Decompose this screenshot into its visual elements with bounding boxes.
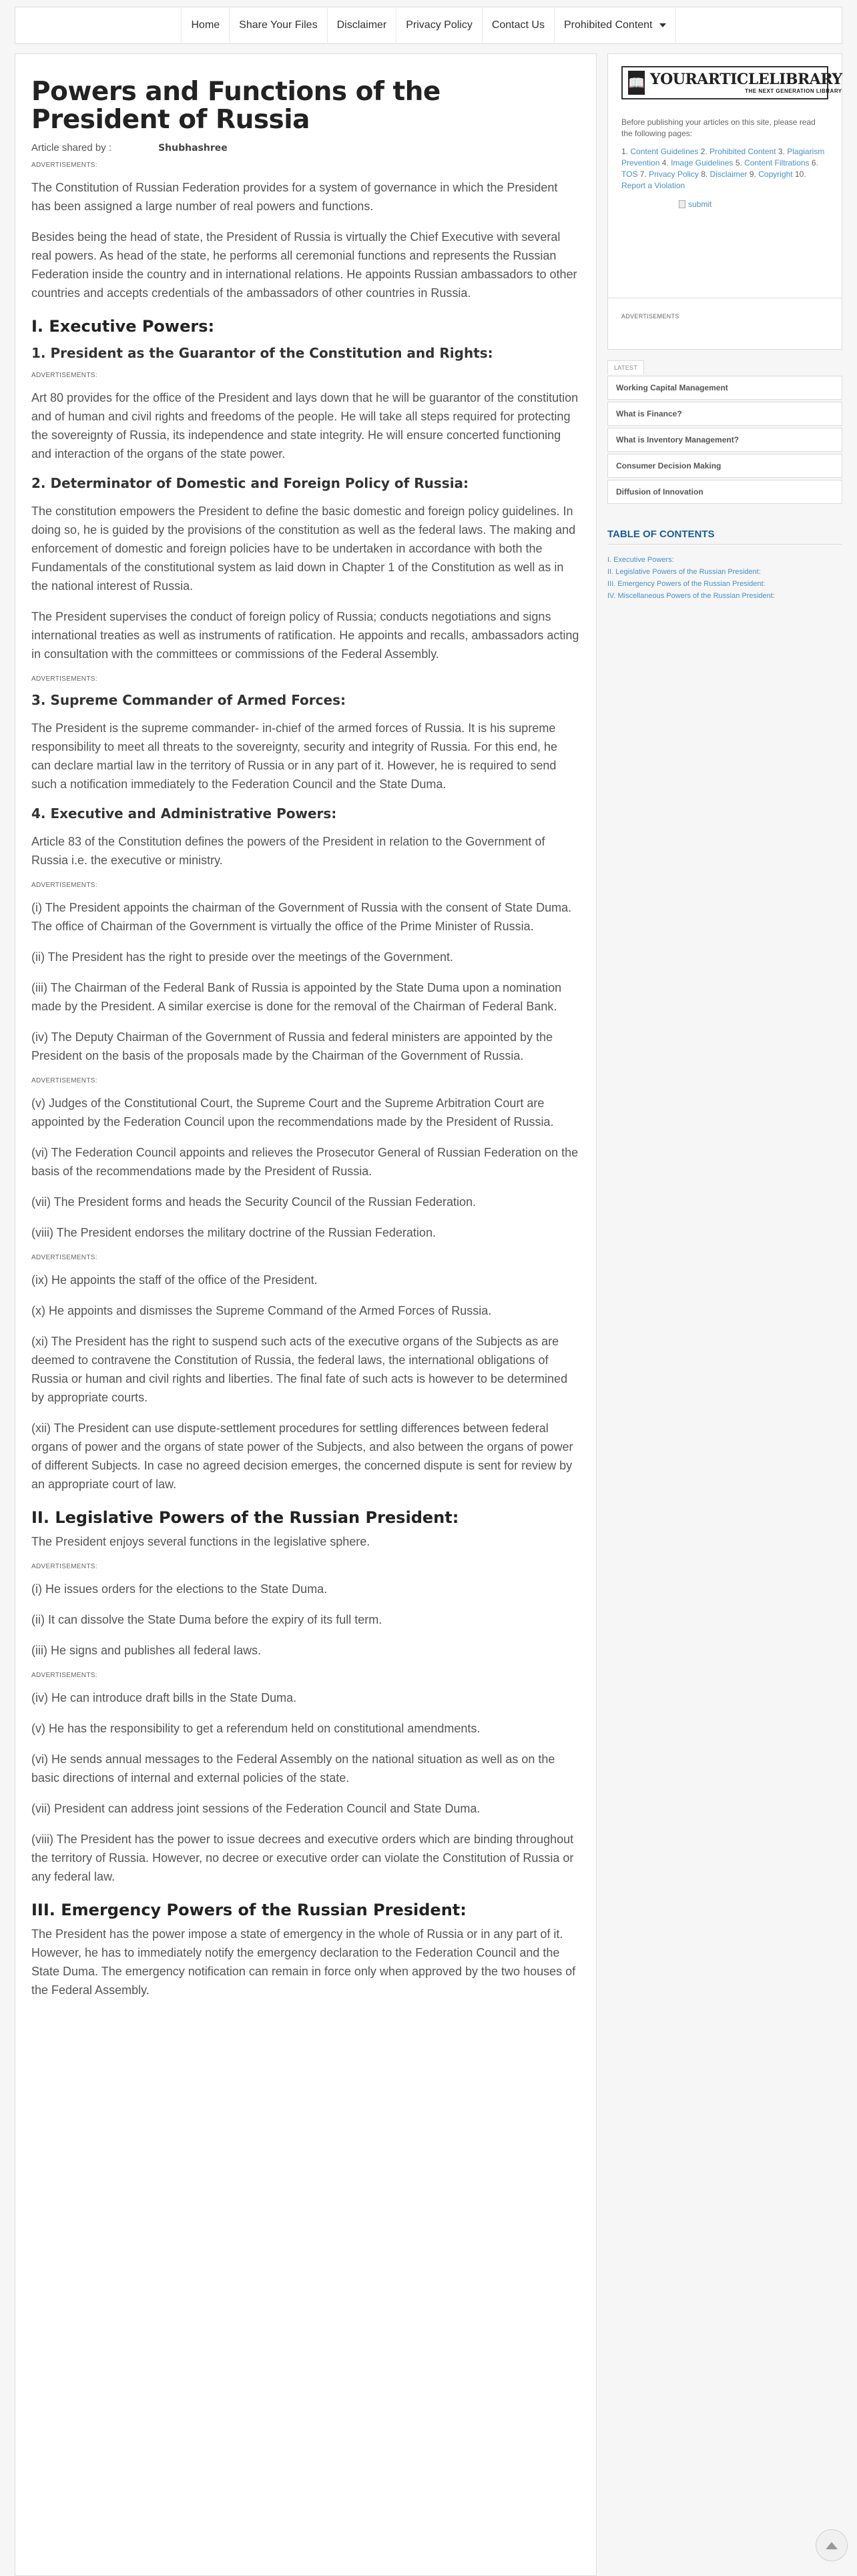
toc-link[interactable]: III. Emergency Powers of the Russian President: [607,580,766,588]
paragraph: (i) The President appoints the chairman of the Government of Russia with the consent of State Duma. The office of Chairman of the Government is virtually the office of the Prime Minister of Russia. [31,901,572,933]
paragraph: (i) He issues orders for the elections to the State Duma. [31,1582,328,1596]
executive-admin-list-a [31,898,580,1065]
paragraph: (ii) The President has the right to preside over the meetings of the Government. [31,950,453,964]
latest-post-link[interactable]: Consumer Decision Making [607,454,842,478]
guideline-number: 1. [621,147,629,156]
guideline-link-image-guidelines[interactable]: Image Guidelines [671,158,734,168]
paragraph: (ix) He appoints the staff of the office of the President. [31,1273,318,1287]
paragraph: (iii) He signs and publishes all federal laws. [31,1644,262,1657]
guideline-link-report-a-violation[interactable]: Report a Violation [621,181,685,190]
arrow-up-icon [826,2542,838,2549]
toc-link[interactable]: IV. Miscellaneous Powers of the Russian President: [607,592,775,600]
intro-paragraphs [31,178,580,302]
section-legislative-title: II. Legislative Powers of the Russian President: [31,1508,459,1527]
logo-subtitle: THE NEXT GENERATION LIBRARY [745,87,842,94]
guideline-number: 3. [778,147,785,156]
latest-post-link[interactable]: What is Inventory Management? [607,428,842,452]
logo-title: YOURARTICLELIBRARY [649,70,842,88]
publishing-intro: Before publishing your articles on this site, please read the following pages: [621,117,816,138]
policy-paragraphs [31,502,580,663]
paragraph: The President is the supreme commander- in-chief of the armed forces of Russia. It is his supreme responsibility to meet all threats to the sovereignty, security and integrity of Russia. For this end, he can declare martial law in the territory of Russia or in any part of it. However, he is required to send such a notification immediately to the Federation Council and the State Duma. [31,721,558,791]
paragraph: The constitution empowers the President to define the basic domestic and foreign policy guidelines. In doing so, he is guided by the provisions of the constitution as well as the federal laws. The making and enforcement of domestic and foreign policies have to be undertaken in accordance with both the Fundamentals of the constitutional system as laid down in Chapter 1 of the Constitution as well as in the national interest of Russia. [31,505,576,593]
paragraph: Art 80 provides for the office of the President and lays down that he will be guarantor of the constitution and of human and civil rights and freedoms of the people. He will take all steps required for protecting the sovereignty of Russia, its independence and state integrity. He will ensure concerted functioning and interaction of the organs of the state power. [31,391,579,460]
guideline-link-content-filtrations[interactable]: Content Filtrations [744,158,810,168]
guideline-number: 9. [749,170,756,179]
section-emergency-title: III. Emergency Powers of the Russian President: [31,1901,467,1919]
nav-link-contact-us[interactable]: Contact Us [482,7,554,44]
subsection-commander-title: 3. Supreme Commander of Armed Forces: [31,692,346,708]
executive-admin-list-c [31,1271,580,1494]
paragraph: (viii) The President endorses the military doctrine of the Russian Federation. [31,1226,436,1239]
latest-post-link[interactable]: Diffusion of Innovation [607,480,842,504]
top-navigation [15,7,842,44]
executive-admin-intro: Article 83 of the Constitution defines the powers of the President in relation to the Government of Russia i.e. the executive or ministry. [31,835,545,867]
paragraph: (v) Judges of the Constitutional Court, the Supreme Court and the Supreme Arbitration Court are appointed by the Federation Council upon the recommendations made by the President of Russia. [31,1096,554,1129]
legislative-list-b [31,1688,580,1886]
guideline-link-tos[interactable]: TOS [621,170,638,179]
submit-alt-text: submit [688,200,712,209]
legislative-list-a [31,1580,580,1660]
author-name[interactable]: Shubhashree [158,142,228,153]
guideline-link-privacy-policy[interactable]: Privacy Policy [649,170,699,179]
nav-link-privacy-policy[interactable]: Privacy Policy [396,7,482,44]
paragraph: (vii) President can address joint sessions of the Federation Council and State Duma. [31,1802,481,1815]
paragraph: (vi) The Federation Council appoints and relieves the Prosecutor General of Russian Federation on the basis of the recommendations made by the President of Russia. [31,1146,579,1178]
nav-link-share-your-files[interactable]: Share Your Files [229,7,326,44]
guideline-number: 10. [794,170,806,179]
nav-link-home[interactable]: Home [181,7,229,44]
nav-dropdown-prohibited-content[interactable] [554,7,676,44]
advertisement-label: ADVERTISEMENTS: [31,1254,97,1261]
subsection-executive-admin-title: 4. Executive and Administrative Powers: [31,806,337,822]
latest-post-link[interactable]: What is Finance? [607,402,842,426]
paragraph: The Constitution of Russian Federation provides for a system of governance in which the President has been assigned a large number of real powers and functions. [31,181,558,213]
guideline-number: 2. [700,147,707,156]
submit-image[interactable] [679,200,842,209]
paragraph: (x) He appoints and dismisses the Supreme Command of the Armed Forces of Russia. [31,1304,492,1317]
sidebar-info-box [607,53,842,303]
advertisement-label: ADVERTISEMENTS: [31,372,97,379]
subsection-policy-title: 2. Determinator of Domestic and Foreign Policy of Russia: [31,475,469,491]
broken-image-icon [679,200,685,208]
guarantor-paragraphs [31,388,580,463]
toc-link[interactable]: II. Legislative Powers of the Russian President: [607,568,761,576]
latest-posts-list [607,376,842,506]
advertisement-label: ADVERTISEMENTS: [31,882,97,889]
legislative-intro: The President enjoys several functions in the legislative sphere. [31,1535,370,1548]
latest-post-link[interactable]: Working Capital Management [607,376,842,400]
tab-latest[interactable]: LATEST [607,360,644,374]
guideline-number: 8. [701,170,708,179]
paragraph: (xi) The President has the right to suspend such acts of the executive organs of the Subjects as are deemed to contravene the Constitution of Russia, the federal laws, the international obligations of Russia or human and civil rights and liberties. The final fate of such acts is however to be determined by appropriate courts. [31,1335,568,1404]
nav-link-disclaimer[interactable]: Disclaimer [327,7,396,44]
advertisement-label: ADVERTISEMENTS: [31,1077,97,1084]
guideline-link-plagiarism-prevention[interactable]: Plagiarism Prevention [621,147,825,168]
guideline-number: 4. [661,158,669,168]
commander-paragraphs [31,719,580,793]
caret-down-icon [659,23,666,27]
guideline-link-content-guidelines[interactable]: Content Guidelines [630,147,699,156]
paragraph: Besides being the head of state, the President of Russia is virtually the Chief Executive with several real powers. As head of the state, he performs all ceremonial functions and represents the Russian Federation inside the country and in international relations. He appoints Russian ambassadors to other countries and accepts credentials of the ambassadors of other countries in Russia. [31,230,577,300]
paragraph: The President supervises the conduct of foreign policy of Russia; conducts negotiations and signs international treaties as well as instruments of ratification. He appoints and recalls, ambassadors acting in consultation with the committees or commissions of the Federal Assembly. [31,610,579,661]
advertisement-label: ADVERTISEMENTS: [31,675,97,683]
nav-dropdown-label: Prohibited Content [563,19,653,31]
paragraph: (xii) The President can use dispute-settlement procedures for settling differences between federal organs of power and the organs of state power of the Subjects, and also between the organs of power of different Subjects. In case no agreed decision emerges, the concerned dispute is sent for review by an appropriate court of law. [31,1421,573,1491]
advertisement-label: ADVERTISEMENTS: [31,1672,97,1679]
toc-link[interactable]: I. Executive Powers: [607,556,674,564]
guideline-link-copyright[interactable]: Copyright [758,170,793,179]
guideline-links [608,139,842,192]
sidebar-ad-box [607,298,842,350]
scroll-to-top-button[interactable] [816,2529,848,2561]
advertisement-label: ADVERTISEMENTS: [31,162,97,169]
article-container [15,53,597,2576]
paragraph: (vi) He sends annual messages to the Federal Assembly on the national situation as well as on the basic directions of internal and external policies of the state. [31,1752,555,1785]
sidebar-ad-label: ADVERTISEMENTS [621,313,679,320]
byline-label: Article shared by : [31,142,112,153]
toc-title: TABLE OF CONTENTS [607,529,842,545]
subsection-guarantor-title: 1. President as the Guarantor of the Constitution and Rights: [31,345,493,361]
paragraph: (iv) The Deputy Chairman of the Government of Russia and federal ministers are appointed by the President on the basis of the proposals made by the Chairman of the Government of Russia. [31,1030,553,1062]
paragraph: (v) He has the responsibility to get a referendum held on constitutional amendments. [31,1722,481,1735]
paragraph: (vii) The President forms and heads the Security Council of the Russian Federation. [31,1195,476,1209]
advertisement-label: ADVERTISEMENTS: [31,1563,97,1570]
site-logo[interactable] [621,66,842,99]
book-icon: 📖 [628,71,645,95]
paragraph: (iv) He can introduce draft bills in the State Duma. [31,1691,297,1704]
emergency-paragraph: The President has the power impose a state of emergency in the whole of Russia or in any part of it. However, he has to immediately notify the emergency declaration to the Federation Council and the State Duma. The emergency notification can remain in force only when approved by the two houses of the Federal Assembly. [31,1927,576,1997]
byline [31,142,580,153]
paragraph: (viii) The President has the power to issue decrees and executive orders which are binding throughout the territory of Russia. However, no decree or executive order can violate the Constitution of Russia or any federal law. [31,1833,574,1883]
section-executive-title: I. Executive Powers: [31,317,215,336]
guideline-link-prohibited-content[interactable]: Prohibited Content [709,147,776,156]
guideline-link-disclaimer[interactable]: Disclaimer [709,170,748,179]
guideline-number: 6. [811,158,818,168]
toc-list [607,554,842,602]
guideline-number: 5. [735,158,742,168]
executive-admin-list-b [31,1094,580,1242]
paragraph: (iii) The Chairman of the Federal Bank of Russia is appointed by the State Duma upon a nomination made by the President. A similar exercise is done for the removal of the Chairman of Federal Bank. [31,981,562,1013]
guideline-number: 7. [639,170,647,179]
paragraph: (ii) It can dissolve the State Duma before the expiry of its full term. [31,1613,382,1626]
article-title: Powers and Functions of the President of Russia [31,77,441,135]
